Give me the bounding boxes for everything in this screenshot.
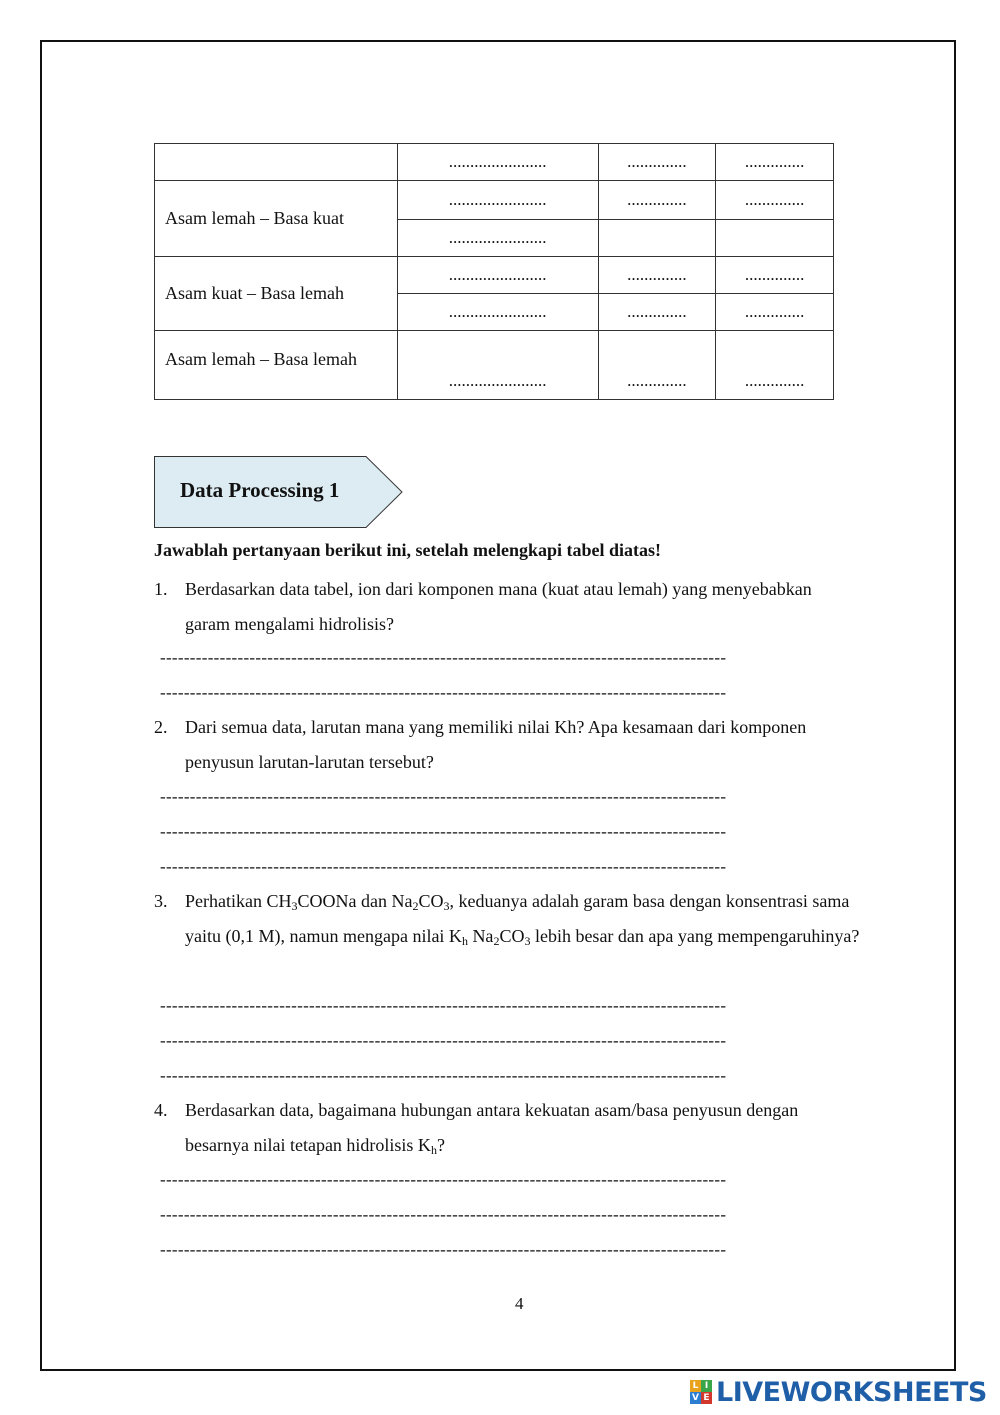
- table-row: [155, 144, 834, 181]
- answer-line[interactable]: -----------------------------------------------------------------------------------------------: [160, 996, 727, 1015]
- question-number: 3.: [154, 891, 168, 911]
- answer-line[interactable]: -----------------------------------------------------------------------------------------------: [160, 787, 727, 806]
- subscript: 3: [443, 899, 450, 913]
- row-label: Asam lemah – Basa kuat: [155, 181, 398, 257]
- brand-name: LIVEWORKSHEETS: [716, 1376, 987, 1408]
- blank-cell[interactable]: ..............: [716, 294, 834, 331]
- blank-cell[interactable]: .......................: [397, 181, 598, 220]
- blank-cell[interactable]: ..............: [716, 144, 834, 181]
- blank-cell[interactable]: .......................: [397, 331, 598, 400]
- text-run: Na: [467, 926, 494, 946]
- logo-letter: I: [701, 1380, 712, 1392]
- question-1: [154, 572, 845, 642]
- answer-line[interactable]: -----------------------------------------------------------------------------------------------: [160, 1066, 727, 1085]
- question-4: [154, 1093, 845, 1163]
- results-table: [154, 143, 834, 400]
- subscript: 2: [412, 899, 419, 913]
- section-banner: [154, 456, 404, 528]
- subscript: h: [461, 934, 468, 948]
- instruction-text: Jawablah pertanyaan berikut ini, setelah melengkapi tabel diatas!: [154, 540, 662, 560]
- blank-cell[interactable]: ..............: [598, 257, 716, 294]
- empty-cell: [716, 220, 834, 257]
- logo-letter: L: [690, 1380, 701, 1392]
- subscript: 3: [524, 934, 531, 948]
- empty-cell: [598, 220, 716, 257]
- row-label: Asam kuat – Basa lemah: [155, 257, 398, 331]
- question-number: 1.: [154, 579, 168, 599]
- row-label: Asam lemah – Basa lemah: [155, 331, 398, 400]
- text-run: Perhatikan CH: [185, 891, 292, 911]
- table-row: [155, 181, 834, 220]
- text-run: COONa dan Na: [297, 891, 413, 911]
- row-label: [155, 144, 398, 181]
- question-text: Berdasarkan data tabel, ion dari komponen mana (kuat atau lemah) yang menyebabkan garam mengalami hidrolisis?: [185, 579, 812, 634]
- table-row: [155, 257, 834, 294]
- answer-line[interactable]: -----------------------------------------------------------------------------------------------: [160, 1240, 727, 1259]
- blank-cell[interactable]: ..............: [716, 181, 834, 220]
- question-3: [154, 884, 865, 954]
- answer-line[interactable]: -----------------------------------------------------------------------------------------------: [160, 857, 727, 876]
- answer-line[interactable]: -----------------------------------------------------------------------------------------------: [160, 1170, 727, 1189]
- table-row: [155, 331, 834, 400]
- blank-cell[interactable]: .......................: [397, 257, 598, 294]
- text-run: lebih besar dan apa yang mempengaruhinya?: [530, 926, 860, 946]
- blank-cell[interactable]: ..............: [598, 331, 716, 400]
- question-number: 4.: [154, 1100, 168, 1120]
- page-number: 4: [515, 1294, 524, 1313]
- question-text: Dari semua data, larutan mana yang memiliki nilai Kh? Apa kesamaan dari komponen penyusun larutan-larutan tersebut?: [185, 717, 807, 772]
- question-number: 2.: [154, 717, 168, 737]
- answer-line[interactable]: -----------------------------------------------------------------------------------------------: [160, 1031, 727, 1050]
- subscript: 2: [493, 934, 500, 948]
- question-text: [185, 1093, 845, 1163]
- question-2: [154, 710, 845, 780]
- blank-cell[interactable]: .......................: [397, 294, 598, 331]
- text-run: , keduanya adalah garam basa dengan konsentrasi sama yaitu (0,1 M), namun mengapa nilai K: [185, 891, 850, 946]
- text-run: CO: [418, 891, 444, 911]
- text-run: ?: [436, 1135, 445, 1155]
- answer-line[interactable]: -----------------------------------------------------------------------------------------------: [160, 1205, 727, 1224]
- logo-letter: E: [701, 1392, 712, 1404]
- question-text: [185, 884, 865, 954]
- subscript: h: [430, 1143, 437, 1157]
- section-title: Data Processing 1: [180, 478, 340, 502]
- blank-cell[interactable]: .......................: [397, 220, 598, 257]
- blank-cell[interactable]: .......................: [397, 144, 598, 181]
- subscript: 3: [291, 899, 298, 913]
- blank-cell[interactable]: ..............: [716, 331, 834, 400]
- answer-line[interactable]: -----------------------------------------------------------------------------------------------: [160, 648, 727, 667]
- logo-letter: V: [690, 1392, 701, 1404]
- brand-watermark: [690, 1376, 987, 1408]
- blank-cell[interactable]: ..............: [598, 144, 716, 181]
- brand-logo-icon: [690, 1380, 712, 1404]
- answer-line[interactable]: -----------------------------------------------------------------------------------------------: [160, 822, 727, 841]
- answer-line[interactable]: -----------------------------------------------------------------------------------------------: [160, 683, 727, 702]
- text-run: Berdasarkan data, bagaimana hubungan antara kekuatan asam/basa penyusun dengan besarnya nilai tetapan hidrolisis K: [185, 1100, 799, 1155]
- blank-cell[interactable]: ..............: [716, 257, 834, 294]
- blank-cell[interactable]: ..............: [598, 294, 716, 331]
- blank-cell[interactable]: ..............: [598, 181, 716, 220]
- text-run: CO: [499, 926, 525, 946]
